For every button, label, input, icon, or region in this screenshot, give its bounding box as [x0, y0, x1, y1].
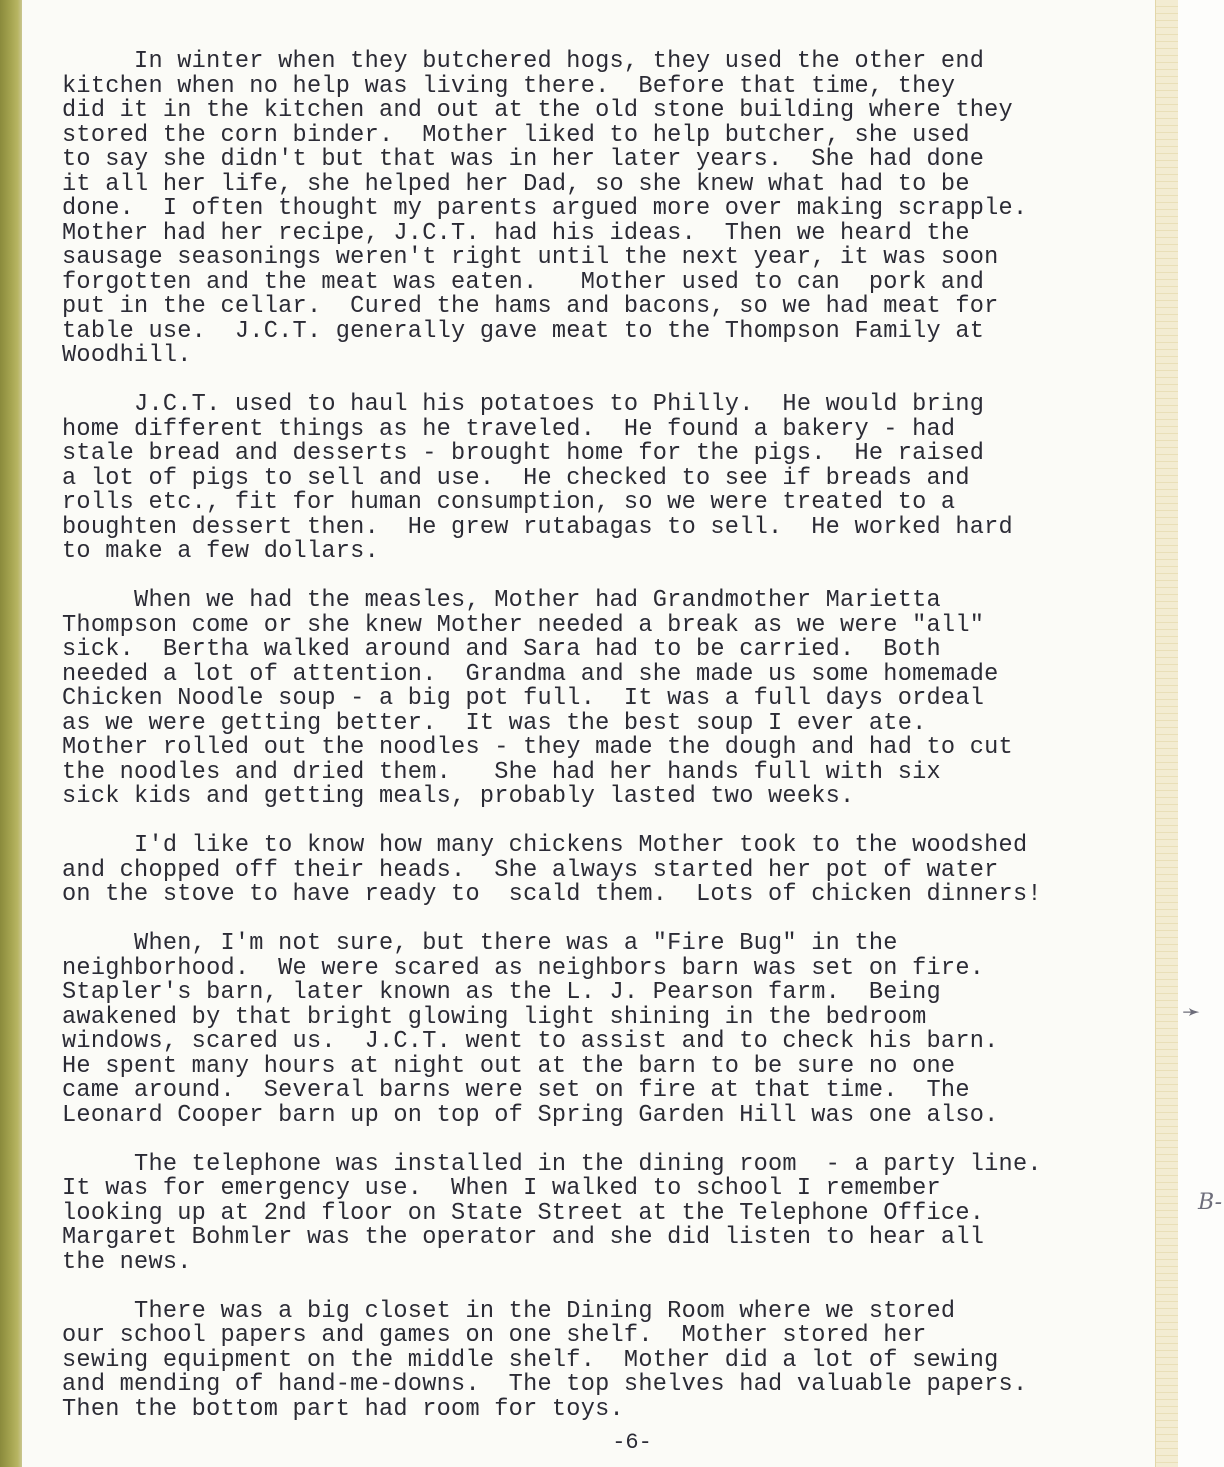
text-line: windows, scared us. J.C.T. went to assist and to check his barn. [62, 1028, 999, 1055]
text-line: awakened by that bright glowing light shining in the bedroom [62, 1003, 927, 1031]
binding-strip [0, 0, 22, 1467]
text-line: and mending of hand-me-downs. The top shelves had valuable papers. [62, 1371, 1028, 1398]
text-line: the noodles and dried them. She had her hands full with six [62, 758, 941, 786]
text-line: sausage seasonings weren't right until the next year, it was soon [62, 244, 999, 271]
typed-text-body [62, 50, 1152, 1447]
text-line: a lot of pigs to sell and use. He checked to see if breads and [62, 464, 970, 492]
text-line: Woodhill. [62, 342, 192, 369]
paragraph-telephone [62, 1150, 1152, 1276]
perforated-page-edge [1155, 0, 1178, 1467]
text-line: home different things as he traveled. He found a bakery - had [62, 415, 956, 443]
text-line: as we were getting better. It was the best soup I ever ate. [62, 709, 927, 737]
text-line: Margaret Bohmler was the operator and she did listen to hear all [62, 1224, 985, 1251]
underlying-page [1178, 0, 1224, 1467]
paragraph-fire-bug [62, 932, 1152, 1128]
text-line: It was for emergency use. When I walked to school I remember [62, 1175, 941, 1202]
text-line: forgotten and the meat was eaten. Mother used to can pork and [62, 268, 985, 296]
text-line: Leonard Cooper barn up on top of Spring Garden Hill was one also. [62, 1101, 999, 1129]
text-line: to make a few dollars. [62, 538, 379, 565]
text-line: the news. [62, 1248, 192, 1276]
text-line: Then the bottom part had room for toys. [62, 1395, 624, 1423]
text-line: There was a big closet in the Dining Room where we stored [62, 1297, 956, 1325]
text-line: sick kids and getting meals, probably lasted two weeks. [62, 783, 855, 810]
text-line: Stapler's barn, later known as the L. J. Pearson farm. Being [62, 979, 941, 1006]
text-line: looking up at 2nd floor on State Street at the Telephone Office. [62, 1199, 985, 1227]
paragraph-potatoes [62, 393, 1152, 565]
text-line: neighborhood. We were scared as neighbors barn was set on fire. [62, 954, 985, 982]
text-line: done. I often thought my parents argued more over making scrapple. [62, 195, 1028, 222]
text-line: When, I'm not sure, but there was a "Fire Bug" in the [62, 930, 898, 957]
text-line: Chicken Noodle soup - a big pot full. It was a full days ordeal [62, 685, 985, 712]
text-line: it all her life, she helped her Dad, so she knew what had to be [62, 170, 970, 198]
text-line: sewing equipment on the middle shelf. Mother did a lot of sewing [62, 1346, 999, 1374]
paragraph-measles [62, 589, 1152, 810]
text-line: stale bread and desserts - brought home for the pigs. He raised [62, 440, 985, 467]
text-line: on the stove to have ready to scald them. Lots of chicken dinners! [62, 881, 1042, 908]
paragraph-closet [62, 1297, 1152, 1423]
paragraph-chickens [62, 834, 1152, 908]
text-line: to say she didn't but that was in her later years. She had done [62, 146, 985, 173]
text-line: put in the cellar. Cured the hams and bacons, so we had meat for [62, 293, 999, 320]
page-number: -6- [612, 1430, 652, 1455]
text-line: kitchen when no help was living there. Before that time, they [62, 72, 956, 100]
text-line: In winter when they butchered hogs, they used the other end [62, 48, 985, 75]
text-line: boughten dessert then. He grew rutabagas to sell. He worked hard [62, 513, 1013, 541]
text-line: came around. Several barns were set on fire at that time. The [62, 1077, 970, 1104]
text-line: stored the corn binder. Mother liked to help butcher, she used [62, 121, 970, 149]
text-line: our school papers and games on one shelf. Mother stored her [62, 1322, 927, 1349]
text-line: sick. Bertha walked around and Sara had to be carried. Both [62, 636, 941, 663]
text-line: Mother had her recipe, J.C.T. had his ideas. Then we heard the [62, 219, 970, 247]
margin-b-mark: B- [1198, 1190, 1223, 1215]
margin-arrow-mark: ➛ [1182, 1000, 1201, 1025]
paragraph-butchering [62, 50, 1152, 369]
text-line: The telephone was installed in the dining room - a party line. [62, 1150, 1042, 1178]
text-line: did it in the kitchen and out at the old stone building where they [62, 97, 1013, 124]
text-line: and chopped off their heads. She always started her pot of water [62, 856, 999, 884]
text-line: needed a lot of attention. Grandma and she made us some homemade [62, 660, 999, 688]
text-line: table use. J.C.T. generally gave meat to the Thompson Family at [62, 317, 985, 345]
text-line: Mother rolled out the noodles - they made the dough and had to cut [62, 734, 1013, 761]
text-line: When we had the measles, Mother had Grandmother Marietta [62, 587, 941, 614]
text-line: Thompson come or she knew Mother needed a break as we were "all" [62, 611, 985, 639]
text-line: J.C.T. used to haul his potatoes to Philly. He would bring [62, 391, 985, 418]
text-line: He spent many hours at night out at the barn to be sure no one [62, 1052, 956, 1080]
text-line: rolls etc., fit for human consumption, so we were treated to a [62, 489, 956, 516]
text-line: I'd like to know how many chickens Mother took to the woodshed [62, 832, 1028, 859]
